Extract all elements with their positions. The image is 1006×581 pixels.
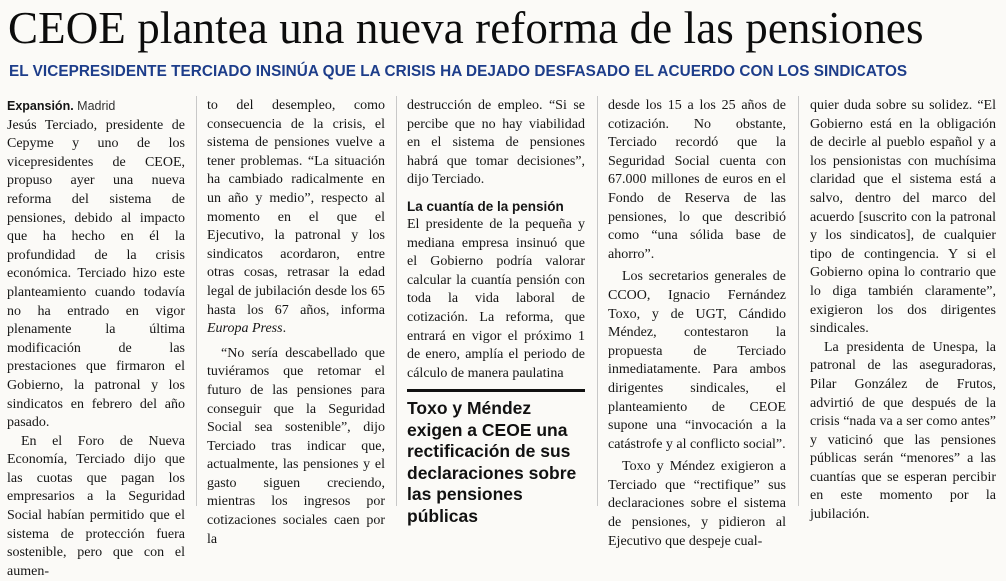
article-column-1: [7, 97, 185, 581]
paragraph: quier duda sobre su solidez. “El Gobierno está en la obligación de decirle al pueblo español y a los pensionistas con muchísima claridad que el sistema está a salvo, dentro del marco del acuerdo [suscrito con la patronal y los sindicatos], de cualquier tipo de contingencia. Y si el Gobierno opina lo contrario que lo diga también claramente”, exigieron los dos dirigentes sindicales.: [810, 98, 996, 337]
article-column-5: [810, 97, 996, 525]
byline-source: Expansión.: [7, 99, 74, 113]
callout-rule: [407, 389, 585, 392]
paragraph: “No sería descabellado que tuviéramos que retomar el futuro de las pensiones para conseguir que la Seguridad Social sea sostenible”, dijo Terciado tras indicar que, actualmente, las pensiones y el gasto siguen creciendo, mientras los ingresos por cotizaciones sociales caen por la: [207, 345, 385, 547]
article-column-3: [407, 97, 585, 527]
source-credit: Europa Press: [207, 321, 283, 337]
callout-headline: Toxo y Méndez exigen a CEOE una rectificación de sus declaraciones sobre las pensiones públicas: [407, 398, 577, 526]
paragraph: destrucción de empleo. “Si se percibe que no hay viabilidad en el sistema de pensiones habrá que tomar decisiones”, dijo Terciado.: [407, 98, 585, 188]
column-divider: [196, 96, 197, 506]
column-divider: [597, 96, 598, 506]
section-title: La cuantía de la pensión: [407, 198, 564, 214]
paragraph-end: .: [282, 321, 287, 337]
paragraph: Toxo y Méndez exigieron a Terciado que “rectifique” sus declaraciones sobre el sistema de pensiones, y pidieron al Ejecutivo que despeje cual-: [608, 459, 786, 549]
paragraph: El presidente de la pequeña y mediana empresa insinuó que el Gobierno podría valorar calcular la cuantía pensión con toda la vida laboral de cotización. La reforma, que entrará en vigor el próximo 1 de enero, amplía el periodo de cálculo de manera paulatina: [407, 216, 585, 381]
paragraph: Jesús Terciado, presidente de Cepyme y uno de los vicepresidentes de CEOE, propuso ayer una nueva reforma del sistema de pensiones, debido al impacto que ha hecho en él la profundidad de la crisis económica. Terciado hizo este planteamiento cuando todavía no ha entrado en vigor plenamente la última modificación de las prestaciones que firmaron el Gobierno, la patronal y los sindicatos en febrero del año pasado.: [7, 117, 185, 431]
paragraph-text: to del desempleo, como consecuencia de la crisis, el sistema de pensiones vuelve a tener problemas. “La situación ha cambiado radicalmente en un año y medio”, respecto al momento en el que el Ejecutivo, la patronal y los sindicatos acordaron, entre otras cosas, retrasar la edad legal de jubilación desde los 65 hasta los 67 años, informa: [207, 98, 385, 318]
paragraph: desde los 15 a los 25 años de cotización. No obstante, Terciado recordó que la Seguridad Social cuenta con 67.000 millones de euros en el Fondo de Reserva de las pensiones, lo que describió como “una sólida base de ahorro”.: [608, 98, 786, 262]
subhead: EL VICEPRESIDENTE TERCIADO INSINÚA QUE LA CRISIS HA DEJADO DESFASADO EL ACUERDO CON LOS SINDICATOS: [9, 63, 908, 80]
column-divider: [396, 96, 397, 506]
article-column-4: [608, 97, 786, 551]
article-column-2: [207, 97, 385, 549]
paragraph: [207, 97, 385, 339]
column-divider: [798, 96, 799, 506]
paragraph: La presidenta de Unespa, la patronal de las aseguradoras, Pilar González de Frutos, advirtió de que después de la crisis “nada va a ser como antes” y vaticinó que las pensiones públicas serán “menores” a las cuantías que se esperan percibir en este momento por la jubilación.: [810, 339, 996, 523]
paragraph: En el Foro de Nueva Economía, Terciado dijo que las cuotas que pagan los empresarios a la Seguridad Social habían permitido que el sistema de protección fuera sostenible, pero que con el aumen-: [7, 433, 185, 579]
byline: [7, 97, 185, 117]
byline-city: Madrid: [73, 99, 116, 113]
paragraph: Los secretarios generales de CCOO, Ignacio Fernández Toxo, y de UGT, Cándido Méndez, contestaron la propuesta de Terciado inmediatamente. Para ambos dirigentes sindicales, el planteamiento de CEOE supone una “invocación a la catástrofe y al conflicto social”.: [608, 269, 786, 452]
headline: CEOE plantea una nueva reforma de las pensiones: [8, 3, 924, 53]
